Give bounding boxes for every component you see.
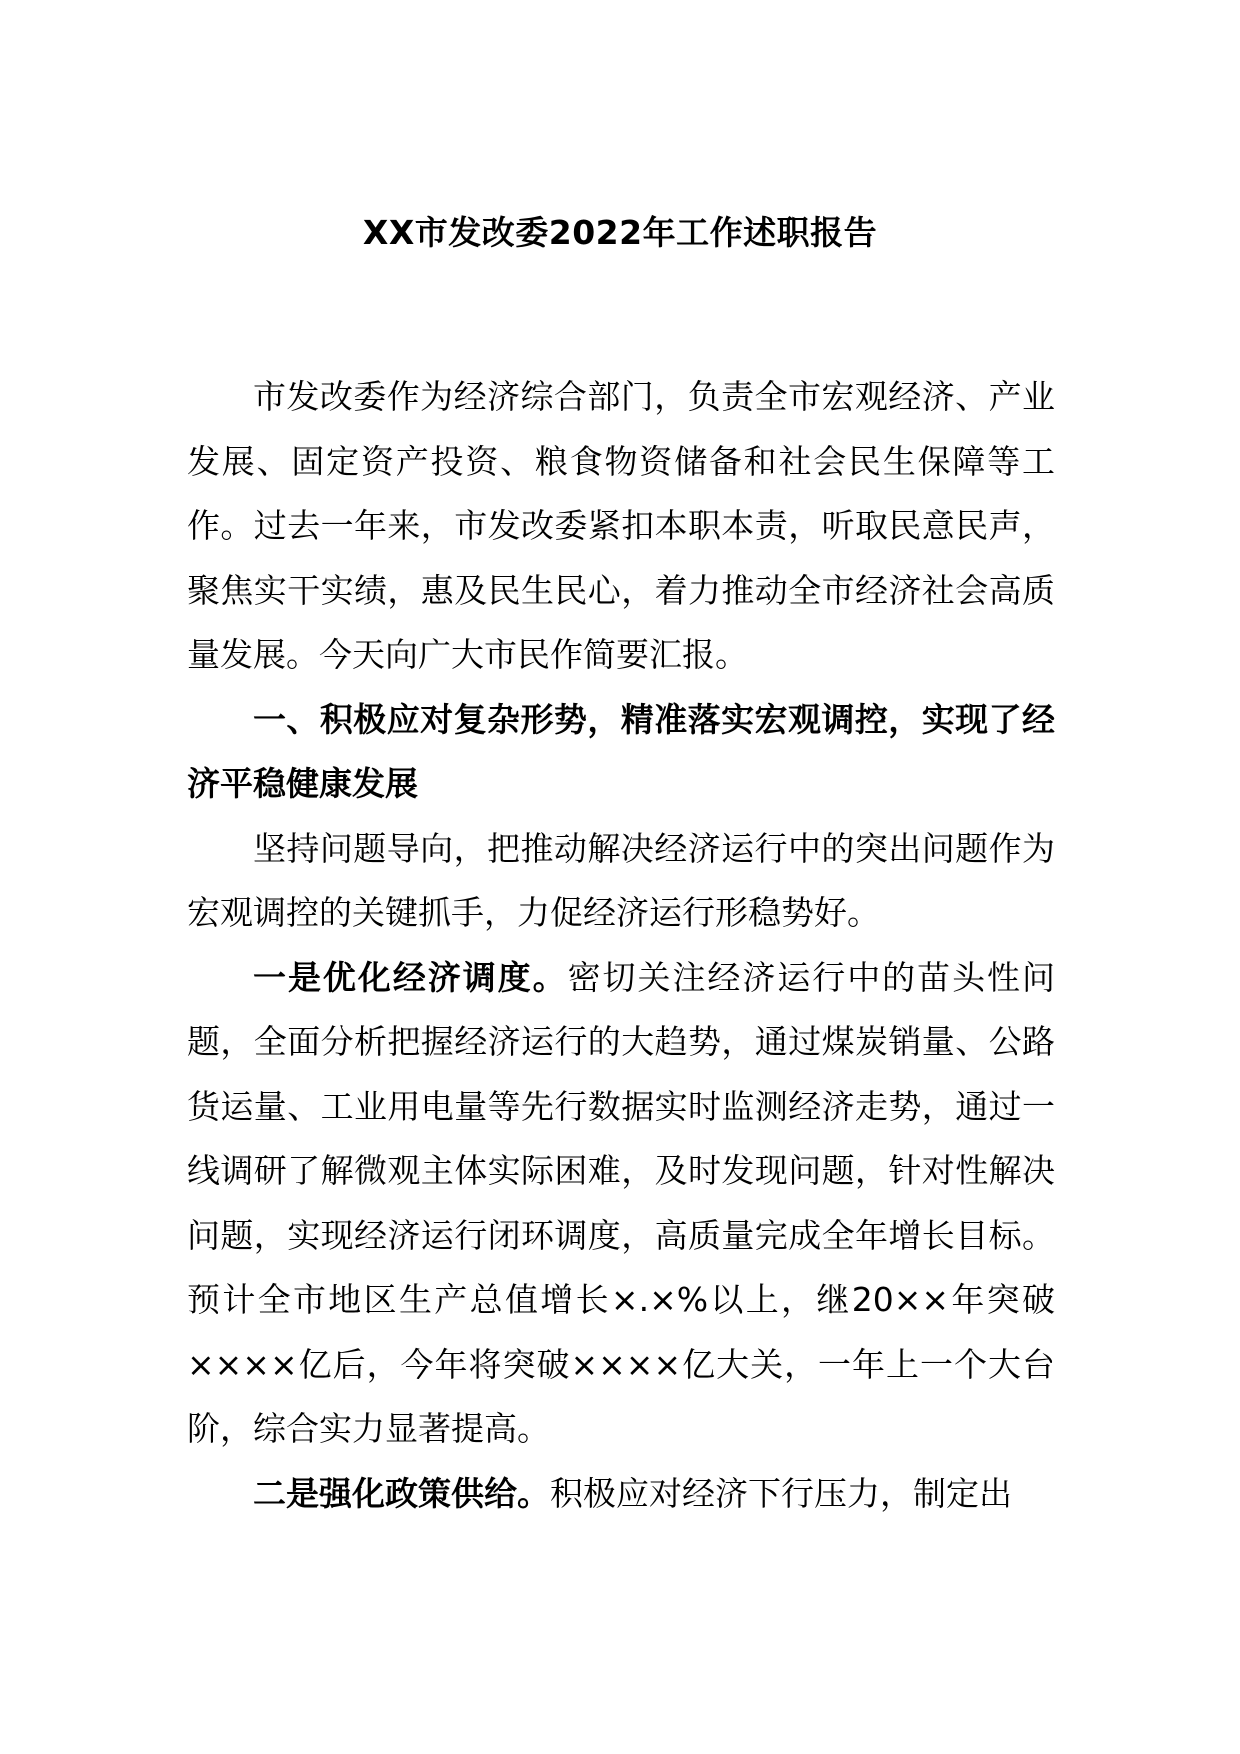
item-paragraph-1 xyxy=(187,946,1055,1462)
item-lead-1: 一是优化经济调度。 xyxy=(253,957,568,997)
item-paragraph-2 xyxy=(187,1462,1055,1527)
document-body xyxy=(187,365,1055,1526)
item-text-1: 密切关注经济运行中的苗头性问题，全面分析把握经济运行的大趋势，通过煤炭销量、公路货运量、工业用电量等先行数据实时监测经济走势，通过一线调研了解微观主体实际困难，及时发现问题，针对性解决问题，实现经济运行闭环调度，高质量完成全年增长目标。预计全市地区生产总值增长×.×%以上，继20××年突破××××亿后，今年将突破××××亿大关，一年上一个大台阶，综合实力显著提高。 xyxy=(187,957,1056,1448)
section-intro-paragraph: 坚持问题导向，把推动解决经济运行中的突出问题作为宏观调控的关键抓手，力促经济运行形稳势好。 xyxy=(187,828,1055,932)
section-heading: 一、积极应对复杂形势，精准落实宏观调控，实现了经济平稳健康发展 xyxy=(187,699,1055,803)
item-lead-2: 二是强化政策供给。 xyxy=(253,1473,550,1513)
document-title: XX市发改委2022年工作述职报告 xyxy=(362,213,878,252)
item-text-2: 积极应对经济下行压力，制定出 xyxy=(550,1473,1012,1513)
intro-paragraph: 市发改委作为经济综合部门，负责全市宏观经济、产业发展、固定资产投资、粮食物资储备和社会民生保障等工作。过去一年来，市发改委紧扣本职本责，听取民意民声，聚焦实干实绩，惠及民生民心，着力推动全市经济社会高质量发展。今天向广大市民作简要汇报。 xyxy=(187,377,1055,674)
